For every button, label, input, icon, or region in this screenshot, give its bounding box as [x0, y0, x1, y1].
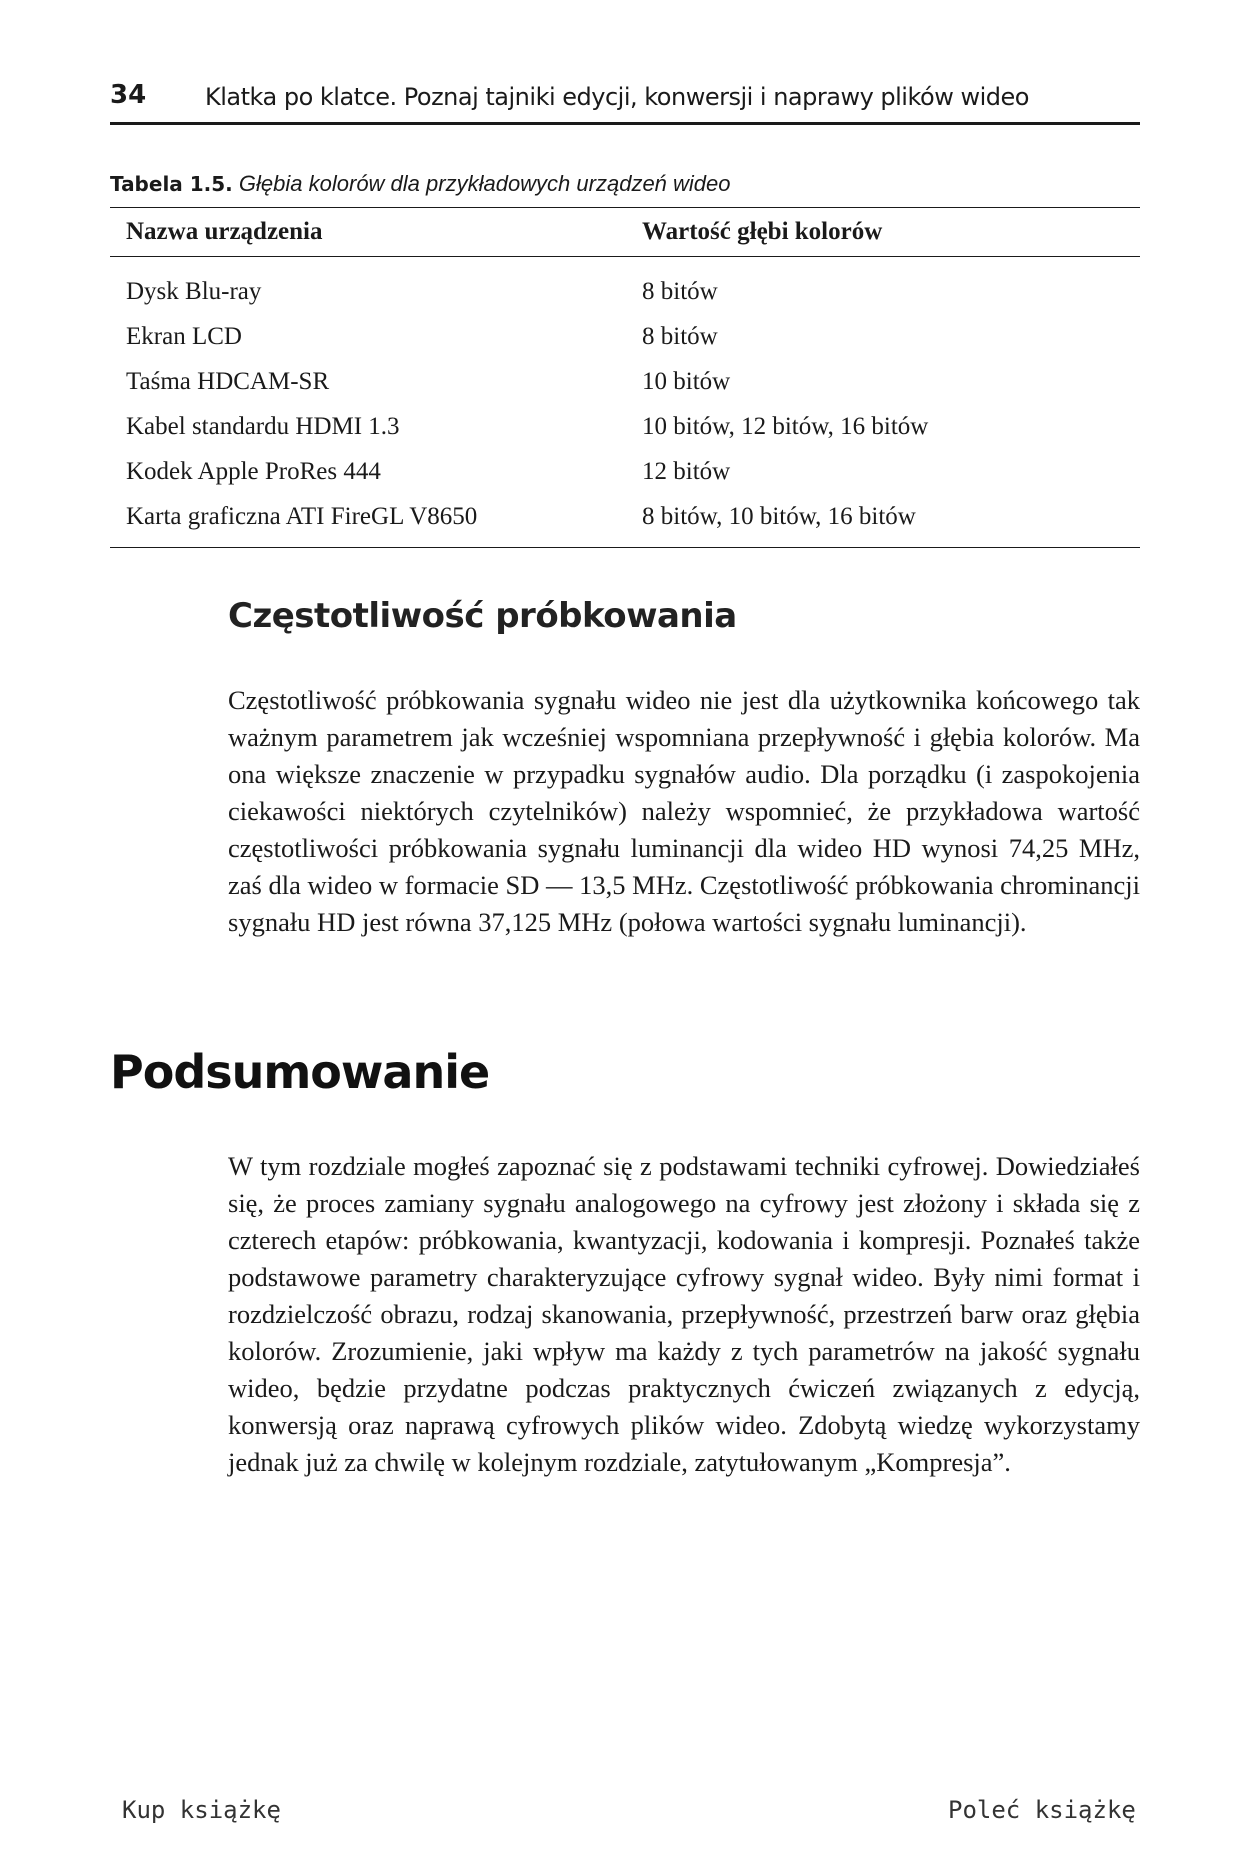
- summary-paragraph: W tym rozdziale mogłeś zapoznać się z podstawami techniki cyfrowej. Dowiedziałeś się, że proces zamiany sygnału analogowego na cyfrowy jest złożony i składa się z czterech etapów: próbkowania, kwantyzacji, kodowania i kompresji. Poznałeś także podstawowe parametry charakteryzujące cyfrowy sygnał wideo. Były nimi format i rozdzielczość obrazu, rodzaj skanowania, przepływność, przestrzeń barw oraz głębia kolorów. Zrozumienie, jaki wpływ ma każdy z tych parametrów na jakość sygnału wideo, będzie przydatne podczas praktycznych ćwiczeń związanych z edycją, konwersją oraz naprawą cyfrowych plików wideo. Zdobytą wiedzę wykorzystamy jednak już za chwilę w kolejnym rozdziale, zatytułowanym „Kompresja”.: [228, 1151, 1140, 1477]
- column-header-device-name: Nazwa urządzenia: [110, 208, 626, 257]
- table-row: [110, 314, 1140, 359]
- table-caption-text: Głębia kolorów dla przykładowych urządzeń wideo: [238, 171, 731, 196]
- recommend-book-link[interactable]: Poleć książkę: [948, 1796, 1136, 1824]
- page-header: [110, 78, 1140, 125]
- buy-book-link[interactable]: Kup książkę: [122, 1796, 281, 1824]
- table-cell-device: Ekran LCD: [126, 322, 242, 350]
- running-title: Klatka po klatce. Poznaj tajniki edycji, konwersji i naprawy plików wideo: [205, 83, 1029, 111]
- table-cell-depth: 10 bitów: [642, 367, 731, 395]
- sampling-rate-paragraph: Częstotliwość próbkowania sygnału wideo nie jest dla użytkownika końcowego tak ważnym parametrem jak wcześniej wspomniana przepływność i głębia kolorów. Ma ona większe znaczenie w przypadku sygnałów audio. Dla porządku (i zaspokojenia ciekawości niektórych czytelników) należy wspomnieć, że przykładowa wartość częstotliwości próbkowania sygnału luminancji dla wideo HD wynosi 74,25 MHz, zaś dla wideo w formacie SD — 13,5 MHz. Częstotliwość próbkowania chrominancji sygnału HD jest równa 37,125 MHz (połowa wartości sygnału luminancji).: [228, 685, 1140, 937]
- table-cell-device: Kodek Apple ProRes 444: [126, 457, 381, 485]
- table-cell-device: Dysk Blu-ray: [126, 277, 262, 305]
- column-header-color-depth: Wartość głębi kolorów: [626, 208, 1140, 257]
- table-row: [110, 494, 1140, 548]
- table-caption: [110, 171, 731, 197]
- table-caption-number: Tabela 1.5.: [110, 172, 233, 196]
- table-header-row: [110, 208, 1140, 257]
- color-depth-table: [110, 207, 1140, 548]
- table-cell-depth: 8 bitów: [642, 322, 718, 350]
- page-number: 34: [110, 80, 147, 110]
- table-cell-depth: 10 bitów, 12 bitów, 16 bitów: [642, 412, 929, 440]
- table-cell-depth: 12 bitów: [642, 457, 731, 485]
- summary-heading: Podsumowanie: [110, 1045, 490, 1099]
- table-cell-device: Karta graficzna ATI FireGL V8650: [110, 494, 626, 548]
- section-heading-sampling-rate: Częstotliwość próbkowania: [228, 596, 737, 636]
- table-row: [110, 449, 1140, 494]
- table-row: [110, 404, 1140, 449]
- table-row: [110, 359, 1140, 404]
- table-row: [110, 257, 1140, 315]
- table-cell-device: Kabel standardu HDMI 1.3: [126, 412, 400, 440]
- table-cell-depth: 8 bitów, 10 bitów, 16 bitów: [626, 494, 1140, 548]
- table-cell-device: Taśma HDCAM-SR: [126, 367, 330, 395]
- table-cell-depth: 8 bitów: [642, 277, 718, 305]
